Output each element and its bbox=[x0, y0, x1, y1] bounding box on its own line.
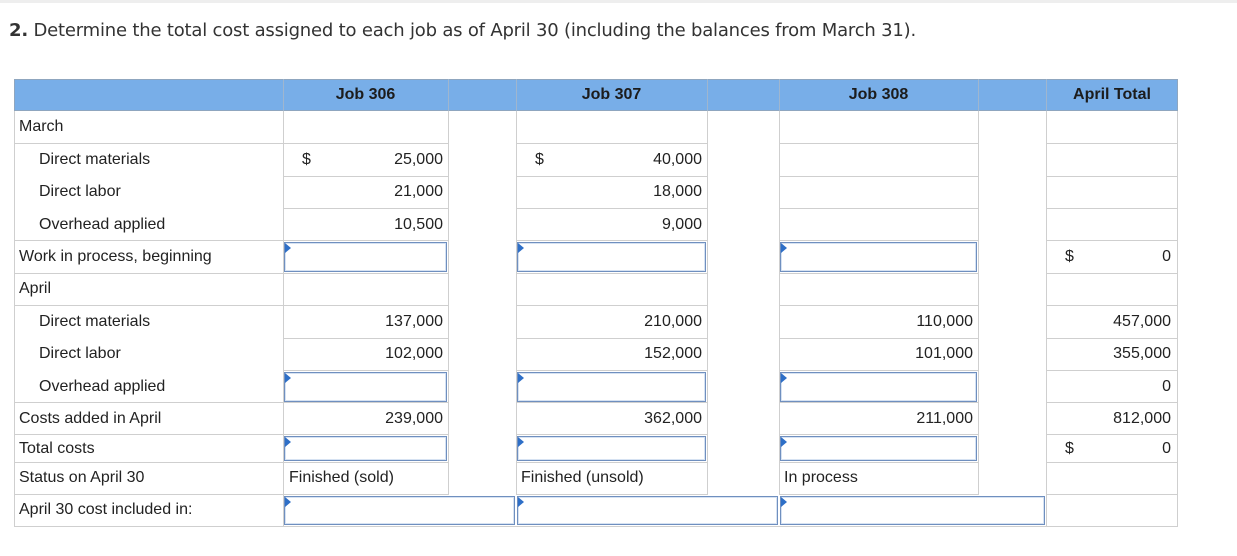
job307-total-costs-input[interactable] bbox=[517, 436, 706, 461]
row-label-april-direct-labor: Direct labor bbox=[39, 345, 121, 362]
job307-april-overhead-input[interactable] bbox=[517, 372, 706, 402]
input-marker-icon bbox=[285, 497, 291, 507]
total-costs-added: 812,000 bbox=[1113, 410, 1171, 427]
row-line bbox=[14, 240, 283, 241]
job307-march-overhead-applied: 9,000 bbox=[661, 216, 702, 233]
job308-included-in-input[interactable] bbox=[780, 496, 1045, 525]
row-line bbox=[1046, 370, 1178, 371]
job307-wip-beginning-input[interactable] bbox=[517, 242, 706, 272]
header-separator bbox=[448, 79, 449, 111]
row-line bbox=[779, 208, 978, 209]
row-label-march-overhead-applied: Overhead applied bbox=[39, 216, 166, 233]
row-line bbox=[779, 402, 978, 403]
row-line bbox=[1046, 338, 1178, 339]
row-line bbox=[516, 462, 707, 463]
total-april-direct-labor: 355,000 bbox=[1113, 345, 1171, 362]
row-line bbox=[779, 462, 978, 463]
row-line bbox=[779, 305, 978, 306]
job306-april-overhead-input[interactable] bbox=[284, 372, 447, 402]
input-marker-icon bbox=[781, 243, 787, 253]
row-line bbox=[516, 370, 707, 371]
input-marker-icon bbox=[518, 437, 524, 447]
row-line bbox=[516, 402, 707, 403]
row-line bbox=[1046, 143, 1178, 144]
row-line bbox=[779, 240, 978, 241]
row-label-march-direct-materials: Direct materials bbox=[39, 151, 151, 168]
row-line bbox=[516, 143, 707, 144]
job307-included-in-input[interactable] bbox=[517, 496, 778, 525]
column-line bbox=[448, 111, 449, 495]
question-number: 2. bbox=[9, 20, 28, 41]
row-line bbox=[14, 273, 283, 274]
top-divider bbox=[0, 0, 1237, 3]
row-line bbox=[516, 338, 707, 339]
header-job-306: Job 306 bbox=[335, 86, 396, 103]
column-line bbox=[1046, 111, 1047, 527]
total-total-costs: 0 bbox=[1162, 440, 1171, 457]
input-marker-icon bbox=[518, 497, 524, 507]
row-line bbox=[516, 208, 707, 209]
row-line bbox=[1046, 305, 1178, 306]
header-april-total: April Total bbox=[1073, 86, 1151, 103]
row-label-total-costs: Total costs bbox=[19, 440, 95, 457]
input-marker-icon bbox=[518, 373, 524, 383]
input-marker-icon bbox=[518, 243, 524, 253]
row-label-april-overhead-applied: Overhead applied bbox=[39, 378, 166, 395]
row-line bbox=[283, 273, 448, 274]
job306-march-direct-labor: 21,000 bbox=[394, 183, 443, 200]
row-line bbox=[1046, 240, 1178, 241]
row-line bbox=[779, 143, 978, 144]
currency-sign: $ bbox=[1065, 248, 1074, 265]
input-marker-icon bbox=[285, 437, 291, 447]
row-line bbox=[779, 273, 978, 274]
row-line bbox=[14, 143, 283, 144]
currency-sign: $ bbox=[535, 151, 544, 168]
row-line bbox=[283, 494, 448, 495]
column-line bbox=[707, 111, 708, 495]
column-line bbox=[283, 111, 284, 527]
row-line bbox=[283, 462, 448, 463]
row-label-included-in: April 30 cost included in: bbox=[19, 501, 193, 518]
job308-april-direct-labor: 101,000 bbox=[915, 345, 973, 362]
job307-march-direct-labor: 18,000 bbox=[653, 183, 702, 200]
job307-costs-added: 362,000 bbox=[644, 410, 702, 427]
row-line bbox=[283, 402, 448, 403]
job308-total-costs-input[interactable] bbox=[780, 436, 977, 461]
row-line bbox=[1046, 402, 1178, 403]
total-wip-beginning: 0 bbox=[1162, 248, 1171, 265]
row-line bbox=[516, 434, 707, 435]
row-line bbox=[1046, 434, 1178, 435]
row-line bbox=[779, 494, 978, 495]
job306-costs-added: 239,000 bbox=[385, 410, 443, 427]
row-line bbox=[1046, 208, 1178, 209]
job306-march-overhead-applied: 10,500 bbox=[394, 216, 443, 233]
row-line bbox=[516, 240, 707, 241]
header-job-307: Job 307 bbox=[581, 86, 642, 103]
row-label-april-direct-materials: Direct materials bbox=[39, 313, 151, 330]
job306-status: Finished (sold) bbox=[289, 469, 394, 486]
row-line bbox=[516, 494, 707, 495]
column-line bbox=[978, 111, 979, 495]
job306-included-in-input[interactable] bbox=[284, 496, 515, 525]
row-line bbox=[779, 434, 978, 435]
row-label-costs-added: Costs added in April bbox=[19, 410, 162, 427]
job307-april-direct-materials: 210,000 bbox=[644, 313, 702, 330]
row-line bbox=[283, 305, 448, 306]
input-marker-icon bbox=[285, 243, 291, 253]
job308-status: In process bbox=[784, 469, 858, 486]
row-label-march-direct-labor: Direct labor bbox=[39, 183, 121, 200]
job308-april-direct-materials: 110,000 bbox=[916, 313, 973, 330]
row-line bbox=[14, 462, 283, 463]
input-marker-icon bbox=[781, 373, 787, 383]
header-separator bbox=[707, 79, 708, 111]
job308-wip-beginning-input[interactable] bbox=[780, 242, 977, 272]
row-line bbox=[779, 176, 978, 177]
row-line bbox=[1046, 273, 1178, 274]
row-line bbox=[779, 370, 978, 371]
row-line bbox=[1046, 462, 1178, 463]
job307-march-direct-materials: 40,000 bbox=[653, 151, 702, 168]
input-marker-icon bbox=[781, 437, 787, 447]
currency-sign: $ bbox=[302, 151, 311, 168]
row-line bbox=[14, 305, 283, 306]
table-border-bottom bbox=[14, 526, 1178, 527]
table-border-left bbox=[14, 111, 15, 527]
job306-april-direct-materials: 137,000 bbox=[385, 313, 443, 330]
row-line bbox=[283, 176, 448, 177]
row-line bbox=[1046, 176, 1178, 177]
job306-march-direct-materials: 25,000 bbox=[394, 151, 443, 168]
row-label-april: April bbox=[19, 280, 52, 297]
currency-sign: $ bbox=[1065, 440, 1074, 457]
row-line bbox=[1046, 494, 1178, 495]
question-title bbox=[9, 20, 916, 41]
job306-total-costs-input[interactable] bbox=[284, 436, 447, 461]
row-label-march: March bbox=[19, 118, 64, 135]
total-april-direct-materials: 457,000 bbox=[1113, 313, 1171, 330]
header-separator bbox=[978, 79, 979, 111]
row-line bbox=[14, 494, 283, 495]
row-label-status: Status on April 30 bbox=[19, 469, 145, 486]
row-line bbox=[283, 240, 448, 241]
header-job-308: Job 308 bbox=[848, 86, 909, 103]
row-line bbox=[283, 434, 448, 435]
table-border-right bbox=[1177, 111, 1178, 527]
row-line bbox=[779, 338, 978, 339]
job306-april-direct-labor: 102,000 bbox=[385, 345, 443, 362]
row-line bbox=[14, 434, 283, 435]
row-line bbox=[283, 370, 448, 371]
job308-costs-added: 211,000 bbox=[916, 410, 973, 427]
row-line bbox=[516, 305, 707, 306]
row-line bbox=[283, 338, 448, 339]
total-april-overhead-applied: 0 bbox=[1162, 378, 1171, 395]
input-marker-icon bbox=[285, 373, 291, 383]
input-marker-icon bbox=[781, 497, 787, 507]
row-line bbox=[283, 143, 448, 144]
question-text: Determine the total cost assigned to each job as of April 30 (including the balances from March 31). bbox=[33, 20, 917, 41]
job307-april-direct-labor: 152,000 bbox=[644, 345, 702, 362]
row-line bbox=[516, 176, 707, 177]
row-line bbox=[283, 208, 448, 209]
job307-status: Finished (unsold) bbox=[521, 469, 644, 486]
row-line bbox=[14, 402, 283, 403]
job308-april-overhead-input[interactable] bbox=[780, 372, 977, 402]
row-label-wip-beginning: Work in process, beginning bbox=[19, 248, 212, 265]
job306-wip-beginning-input[interactable] bbox=[284, 242, 447, 272]
row-line bbox=[516, 273, 707, 274]
